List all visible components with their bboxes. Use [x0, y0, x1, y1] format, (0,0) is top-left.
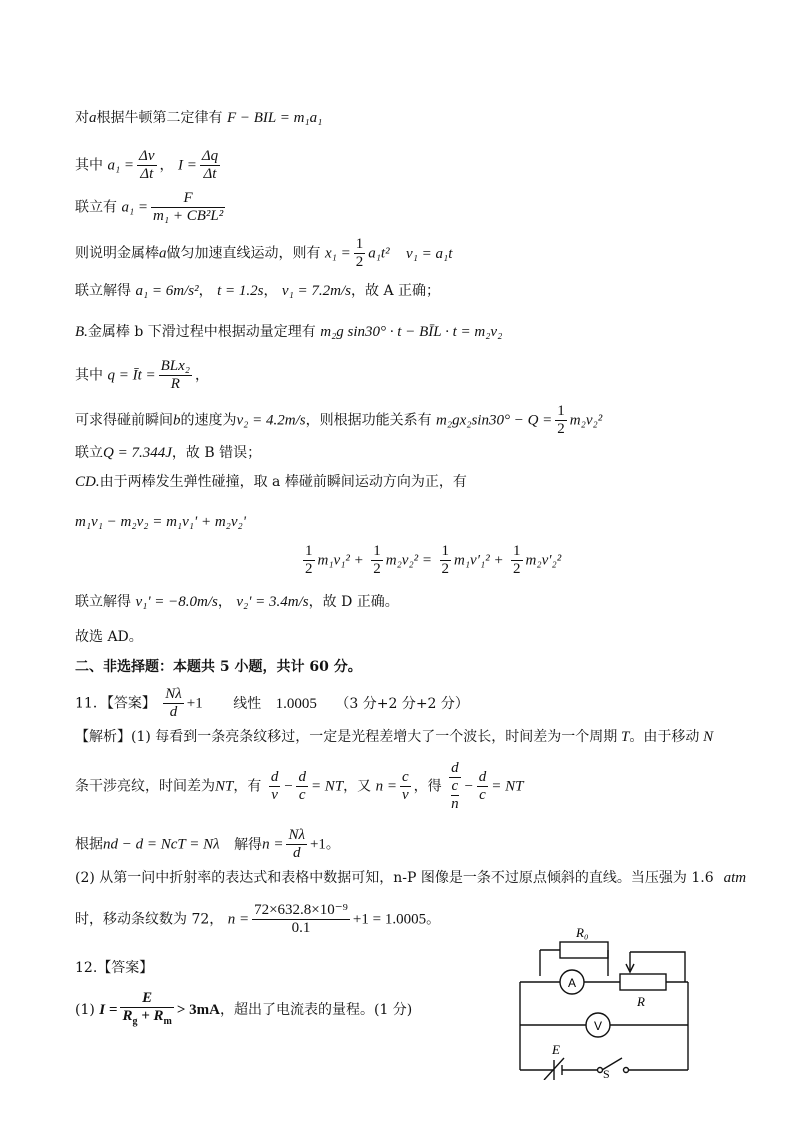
rheostat [620, 974, 666, 990]
eq-charge: 其中 q = Īt = $\frac{\text{BLx₂}}{R}$ ， [75, 358, 210, 392]
eq-solution-v: 联立解得 v₁' = −8.0m/s， v₂' = 3.4m/s，故 D 正确。 [75, 594, 399, 610]
q11-analysis-3: 根据nd − d = NcT = Nλ 解得n = $\frac{N\lambda}{d}$ +1。 [75, 827, 340, 861]
eq-uniform-acceleration: 则说明金属棒a做匀加速直线运动，则有 x₁ = $\frac{1}{2}$ a₁t² v₁ = a₁t [75, 236, 453, 270]
eq-momentum-conservation: m₁v₁ − m₂v₂ = m₁v₁' + m₂v₂' [75, 514, 246, 530]
final-answer: 故选 AD。 [75, 629, 143, 645]
q11-analysis-1: 【解析】(1) 每看到一条亮条纹移过，一定是光程差增大了一个波长，时间差为一个周期 T。由于移动 N [75, 729, 714, 745]
r0-resistor [560, 942, 608, 958]
circuit-diagram [510, 920, 700, 1080]
voltmeter-label: V [593, 1019, 603, 1033]
section-title: 二、非选择题：本题共 5 小题，共计 60 分。 [75, 659, 362, 675]
r0-label: R₀ [576, 925, 589, 940]
q11-analysis-4: (2) 从第一问中折射率的表达式和表格中数据可知，n-P 图像是一条不过原点倾斜的直线。当压强为 1.6 atm [75, 870, 747, 886]
eq-solution-a: 联立解得 a₁ = 6m/s²， t = 1.2s， v₁ = 7.2m/s，故 A 正确； [75, 283, 441, 299]
q11-answer: 11．【答案】 $\frac{N\lambda}{d}$ +1 线性 1.0005 （3 分+2 分+2 分） [75, 686, 469, 720]
eq-combined-a1: 联立有 a₁ = $\frac{F}{\text{m₁ + CB²L²}}$ [75, 190, 224, 224]
eq-energy: 可求得碰前瞬间b的速度为v₂ = 4.2m/s，则根据功能关系有 m₂gx₂sin30° − Q = $\frac{1}{2}$ m₂v₂² [75, 403, 603, 437]
q11-analysis-2: 条干涉亮纹，时间差为NT，有 $\frac{d}{v}$ − $\frac{d}{c}$ = NT，又 n = $\frac{c}{v}$ ，得 d c n − $\frac{d}{c}$ = NT [75, 760, 524, 812]
emf-label: E [552, 1042, 560, 1057]
q12-answer-1: (1) I = $\frac{E}{R_g + R_m}$ > 3mA，超出了电流表的量程。(1 分) [75, 990, 413, 1027]
ammeter-label: A [567, 976, 577, 990]
switch-label: S [603, 1067, 610, 1080]
eq-definitions: 其中 a₁ = $\frac{\Delta v}{\Delta t}$ ， I = $\frac{\Delta q}{\Delta t}$ [75, 148, 219, 182]
cd-intro: CD.由于两棒发生弹性碰撞，取 a 棒碰前瞬间运动方向为正，有 [75, 474, 467, 490]
q12-answer-label: 12.【答案】 [75, 960, 154, 976]
q11-analysis-5: 时，移动条纹数为 72， n = $\frac{\text{72×632.8×10⁻⁹}}{0.1}$ +1 = 1.0005。 [75, 902, 441, 936]
eq-newton-a: 对a根据牛顿第二定律有 F − BIL = m₁a₁ [75, 110, 323, 126]
eq-solution-q: 联立Q = 7.344J，故 B 错误； [75, 445, 262, 461]
rheostat-label: R [637, 994, 645, 1009]
eq-energy-conservation: $\frac{1}{2}$ m₁v₁² + $\frac{1}{2}$ m₂v₂² = $\frac{1}{2}$ m₁v′₁² + $\frac{1}{2}$ m₂v′₂² [305, 543, 562, 577]
eq-momentum-b: B.金属棒 b 下滑过程中根据动量定理有 m₂g sin30° · t − BĪL · t = m₂v₂ [75, 324, 503, 340]
